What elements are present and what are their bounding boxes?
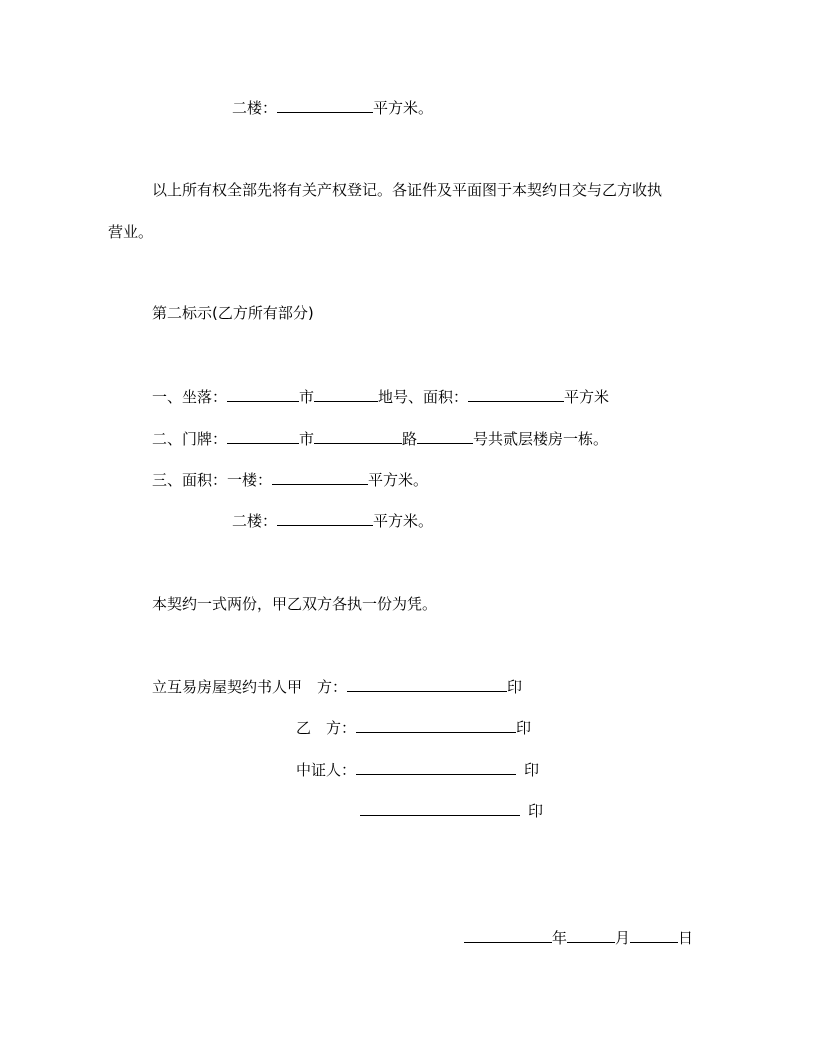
date-month-blank[interactable] [567,928,615,943]
witness-signature-blank[interactable] [356,760,516,775]
paragraph-line-1: 以上所有权全部先将有关产权登记。各证件及平面图于本契约日交与乙方收执 [152,181,663,199]
item3-floor2-line [232,511,433,531]
item2-city-blank[interactable] [227,429,299,444]
item3-floor2-blank[interactable] [277,511,373,526]
party-b-signature-blank[interactable] [356,718,516,733]
item1-label: 一、坐落： [152,388,228,406]
witness-seal: 印 [524,761,540,779]
item3-unit: 平方米。 [368,471,429,489]
date-line [464,928,693,948]
date-month-text: 月 [615,929,631,947]
party-a-label: 立互易房屋契约书人甲 方： [152,678,348,696]
item3-floor1-blank[interactable] [272,470,368,485]
witness-label: 中证人： [296,761,357,779]
item1-city-text: 市 [299,388,315,406]
extra-signature-line [360,801,543,821]
party-a-signature-line [152,677,522,697]
party-a-seal: 印 [507,678,523,696]
extra-signature-blank[interactable] [360,801,520,816]
item1-unit: 平方米 [564,388,610,406]
date-year-blank[interactable] [464,928,552,943]
party-a-signature-blank[interactable] [347,677,507,692]
extra-seal: 印 [528,802,544,820]
item1-city-blank[interactable] [227,387,299,402]
item1-lot-blank[interactable] [314,387,378,402]
item1-location-line [152,387,609,407]
item3-floor2-unit: 平方米。 [373,512,434,530]
floor2-area-blank[interactable] [277,98,373,113]
item3-floor2-label: 二楼： [232,512,278,530]
party-b-seal: 印 [516,719,532,737]
date-day-blank[interactable] [630,928,678,943]
party-b-label: 乙 方： [296,719,357,737]
top-floor2-line [232,98,433,118]
floor2-unit: 平方米。 [373,99,434,117]
item2-city-text: 市 [299,430,315,448]
copies-statement: 本契约一式两份，甲乙双方各执一份为凭。 [152,595,438,613]
item2-rest-text: 号共贰层楼房一栋。 [473,430,609,448]
item2-label: 二、门牌： [152,430,228,448]
item2-doorplate-line [152,429,608,449]
item3-label: 三、面积：一楼： [152,471,273,489]
item3-area-line [152,470,428,490]
item2-road-blank[interactable] [314,429,402,444]
item1-area-blank[interactable] [468,387,564,402]
date-year-text: 年 [552,929,568,947]
item1-lot-text: 地号、面积： [378,388,469,406]
item2-number-blank[interactable] [417,429,473,444]
paragraph-line-2: 营业。 [108,223,154,241]
floor2-label: 二楼： [232,99,278,117]
item2-road-text: 路 [402,430,418,448]
section-title: 第二标示(乙方所有部分) [152,304,314,322]
witness-signature-line [296,760,539,780]
party-b-signature-line [296,718,531,738]
date-day-text: 日 [678,929,694,947]
